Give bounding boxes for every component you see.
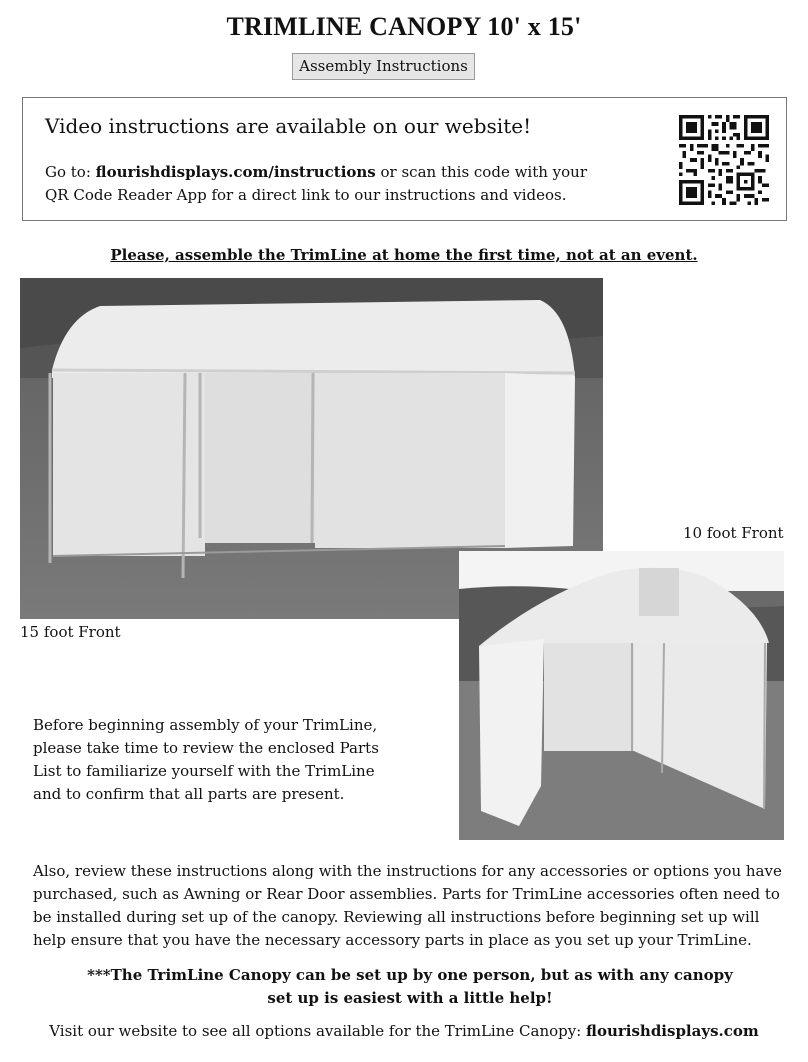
before-beginning-paragraph: Before beginning assembly of your TrimLine, please take time to review the enclosed Parts List to familiarize yourself with the TrimLine and to confirm that all parts are present. (33, 716, 379, 803)
qr-code-icon (679, 115, 769, 205)
label-10-foot-front: 10 foot Front (683, 524, 784, 542)
visit-prefix: Visit our website to see all options available for the TrimLine Canopy: (49, 1022, 587, 1040)
page-title: TRIMLINE CANOPY 10' x 15' (226, 12, 582, 41)
visit-website-line (0, 1022, 808, 1040)
video-body-text (45, 161, 605, 207)
subtitle-badge: Assembly Instructions (292, 53, 475, 80)
one-person-note-line-2: set up is easiest with a little help! (267, 989, 553, 1007)
also-review-paragraph: Also, review these instructions along with the instructions for any accessories or options you have purchased, such as Awning or Rear Door assemblies. Parts for TrimLine accessories often need to be installed during set up of the canopy. Reviewing all instructions before beginning set up will help ensure that you have the necessary accessory parts in place as you set up your TrimLine. (33, 862, 782, 949)
video-instructions-box (22, 97, 787, 221)
website-link[interactable]: flourishdisplays.com (586, 1022, 759, 1040)
one-person-note-line-1: ***The TrimLine Canopy can be set up by one person, but as with any canopy (87, 966, 733, 984)
label-15-foot-front: 15 foot Front (20, 623, 121, 641)
go-to-suffix: or scan this code with your QR Code Reader App for a direct link to our instructions and videos. (45, 163, 588, 204)
home-assembly-note: Please, assemble the TrimLine at home the first time, not at an event. (110, 246, 698, 264)
instructions-url[interactable]: flourishdisplays.com/instructions (95, 163, 376, 181)
one-person-note (60, 964, 760, 1010)
go-to-prefix: Go to: (45, 163, 96, 181)
canopy-10-foot-photo (459, 551, 784, 840)
video-heading: Video instructions are available on our website! (45, 114, 532, 138)
